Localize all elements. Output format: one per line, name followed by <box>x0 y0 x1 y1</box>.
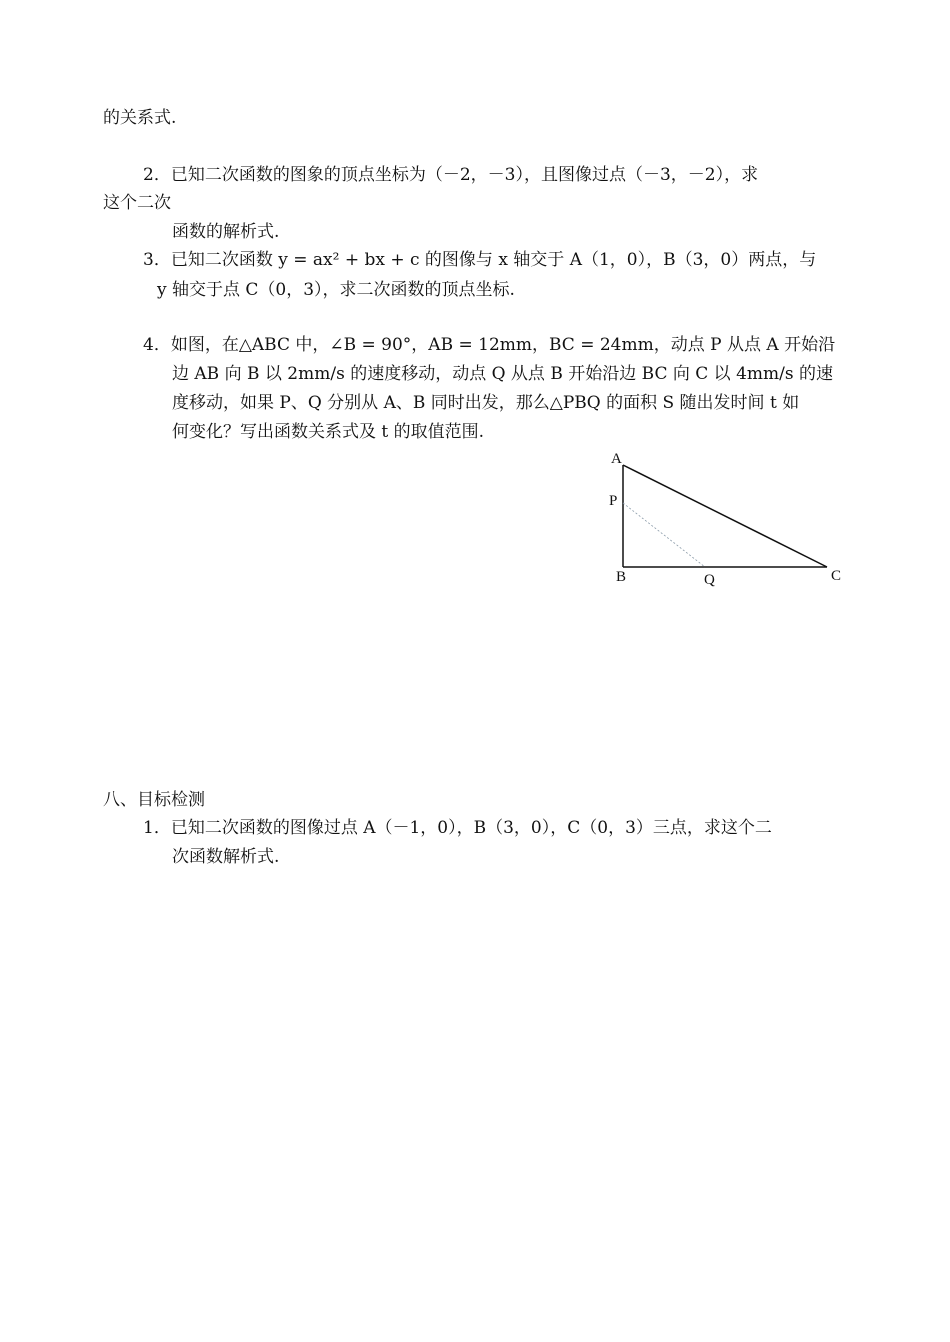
section-problem-1-line-2: 次函数解析式. <box>172 847 280 867</box>
segment-pq <box>623 503 705 567</box>
problem-4-line-4: 何变化？写出函数关系式及 t 的取值范围. <box>172 422 485 442</box>
problem-4-line-3: 度移动，如果 P、Q 分别从 A、B 同时出发，那么△PBQ 的面积 S 随出发时间 t 如 <box>172 393 800 413</box>
section-heading: 八、目标检测 <box>103 790 205 810</box>
problem-3-line-2: y 轴交于点 C（0，3），求二次函数的顶点坐标. <box>157 280 515 300</box>
problem-4-line-1: 4．如图，在△ABC 中，∠B = 90°，AB = 12mm，BC = 24mm，动点 P 从点 A 开始沿 <box>143 335 836 355</box>
triangle-figure <box>600 445 850 595</box>
continuation-text: 的关系式. <box>103 108 177 128</box>
section-problem-1-line-1: 1．已知二次函数的图像过点 A（－1，0），B（3，0），C（0，3）三点，求这个二 <box>143 818 772 838</box>
problem-3-line-1: 3．已知二次函数 y = ax² + bx + c 的图像与 x 轴交于 A（1，0），B（3，0）两点，与 <box>143 250 817 270</box>
side-ac <box>623 465 827 567</box>
problem-4-line-2: 边 AB 向 B 以 2mm/s 的速度移动，动点 Q 从点 B 开始沿边 BC 向 C 以 4mm/s 的速 <box>172 364 833 384</box>
problem-2-line-2: 这个二次 <box>103 193 171 213</box>
label-a: A <box>611 451 622 467</box>
label-b: B <box>616 569 627 585</box>
label-p: P <box>609 493 618 509</box>
problem-2-line-1: 2．已知二次函数的图象的顶点坐标为（－2，－3），且图像过点（－3，－2），求 <box>143 165 759 185</box>
label-q: Q <box>704 572 715 588</box>
label-c: C <box>831 568 842 584</box>
problem-2-line-3: 函数的解析式. <box>172 222 280 242</box>
